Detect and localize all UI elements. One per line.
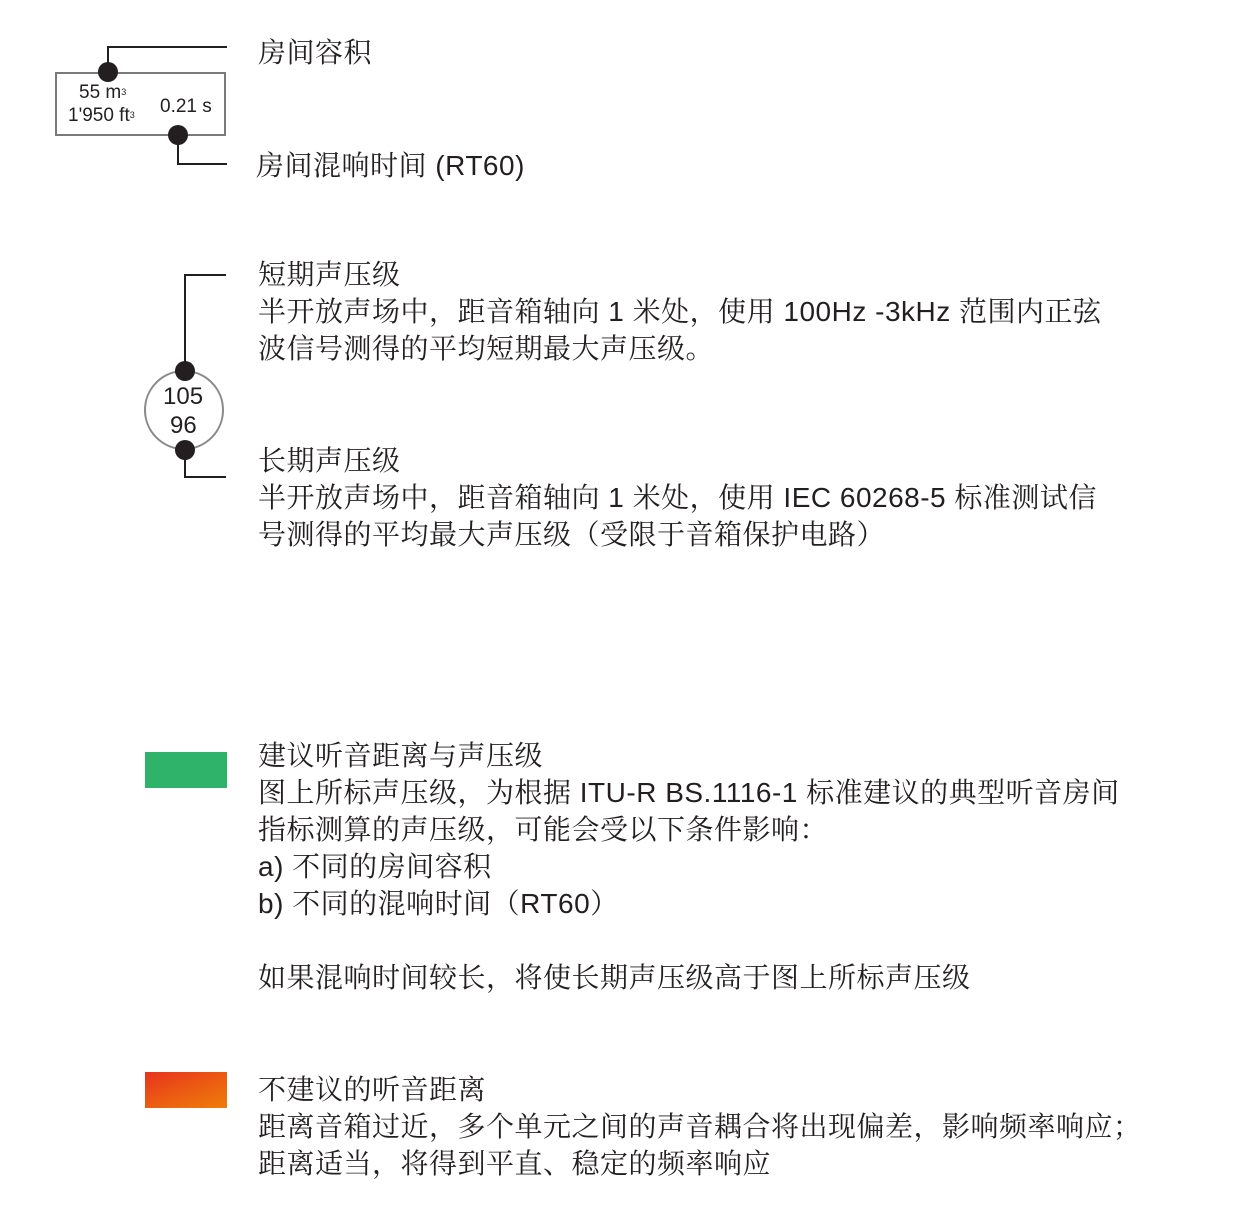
short-term-line: 半开放声场中，距音箱轴向 1 米处，使用 100Hz -3kHz 范围内正弦 [258,296,1102,327]
short-term-leader-v [184,274,186,370]
recommended-line: 指标测算的声压级，可能会受以下条件影响： [258,814,829,845]
short-term-leader-h [184,274,226,276]
long-term-line: 半开放声场中，距音箱轴向 1 米处，使用 IEC 60268-5 标准测试信 [258,482,1097,513]
not-recommended-line: 距离音箱过近，多个单元之间的声音耦合将出现偏差，影响频率响应； [258,1111,1142,1142]
recommended-description [258,737,1120,996]
long-term-description [258,442,1097,553]
long-term-leader-v [184,450,186,478]
not-recommended-line: 距离适当，将得到平直、稳定的频率响应 [258,1148,772,1179]
recommended-line: 如果混响时间较长，将使长期声压级高于图上所标声压级 [258,962,971,993]
short-term-dot-icon [175,361,195,381]
rt60-value: 0.21 s [160,96,212,117]
recommended-line: 图上所标声压级，为根据 ITU-R BS.1116-1 标准建议的典型听音房间 [258,777,1120,808]
short-term-description [258,256,1102,367]
long-term-spl-value: 96 [170,412,197,439]
recommended-line: b) 不同的混响时间（RT60） [258,888,619,919]
long-term-leader-h [184,476,226,478]
recommended-line: a) 不同的房间容积 [258,851,492,882]
not-recommended-title: 不建议的听音距离 [258,1074,487,1105]
room-volume-label: 房间容积 [258,37,373,68]
rt60-label: 房间混响时间 (RT60) [256,150,525,181]
short-term-line: 波信号测得的平均短期最大声压级。 [258,333,715,364]
long-term-title: 长期声压级 [258,445,401,476]
recommended-line [258,922,1120,959]
rt60-leader-v [177,135,179,165]
room-volume-dot-icon [98,62,118,82]
short-term-title: 短期声压级 [258,259,401,290]
room-volume-leader-h [107,46,227,48]
volume-ft3-value: 1'950 $ft^3$ [68,105,135,126]
short-term-spl-value: 105 [163,383,204,410]
not-recommended-swatch [145,1072,227,1108]
volume-m3-value: 55 $m^3$ [79,82,127,103]
long-term-line: 号测得的平均最大声压级（受限于音箱保护电路） [258,519,886,550]
not-recommended-description [258,1071,1142,1182]
rt60-leader-h [177,163,227,165]
recommended-title: 建议听音距离与声压级 [258,740,544,771]
recommended-swatch [145,752,227,788]
